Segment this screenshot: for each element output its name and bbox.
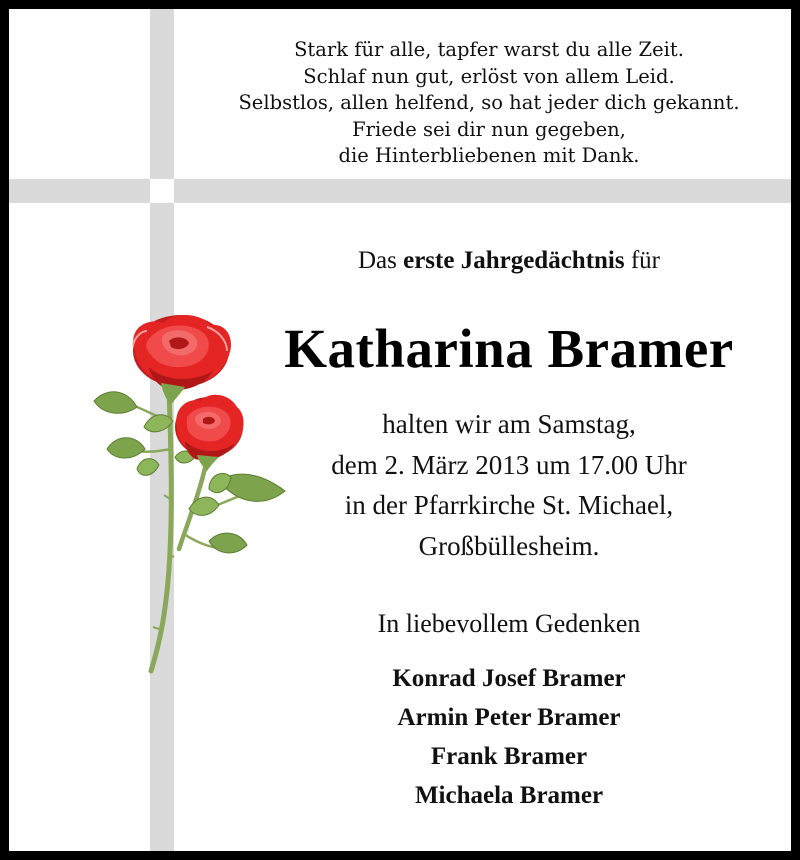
signer-name: Frank Bramer: [430, 743, 588, 770]
cross-horizontal-bar: [9, 179, 791, 203]
verse-line: Schlaf nun gut, erlöst von allem Leid.: [303, 64, 675, 88]
memorial-verse: [179, 37, 799, 170]
verse-line: Friede sei dir nun gegeben,: [352, 117, 626, 141]
rose-icon: [89, 309, 289, 679]
deceased-name: Katharina Bramer: [284, 318, 734, 379]
cross-center-gap: [150, 179, 174, 203]
details-line: Großbüllesheim.: [418, 530, 600, 561]
details-line: halten wir am Samstag,: [382, 409, 636, 439]
memory-line: In liebevollem Gedenken: [377, 609, 641, 638]
details-line: dem 2. März 2013 um 17.00 Uhr: [331, 449, 687, 480]
intro-prefix: Das: [357, 247, 397, 274]
verse-line: Stark für alle, tapfer warst du alle Zeit.: [294, 38, 684, 61]
details-line: in der Pfarrkirche St. Michael,: [344, 490, 674, 520]
signer-name: Michaela Bramer: [414, 782, 604, 809]
intro-suffix: für: [630, 247, 661, 274]
signers-list: [209, 659, 800, 815]
intro-line: [209, 247, 800, 275]
intro-emphasis: erste Jahrgedächtnis: [403, 247, 625, 274]
verse-line: Selbstlos, allen helfend, so hat jeder dich gekannt.: [238, 91, 740, 114]
service-details: [209, 404, 800, 566]
signer-name: Konrad Josef Bramer: [392, 665, 626, 692]
verse-line: die Hinterbliebenen mit Dank.: [338, 144, 640, 167]
signer-name: Armin Peter Bramer: [397, 704, 621, 731]
